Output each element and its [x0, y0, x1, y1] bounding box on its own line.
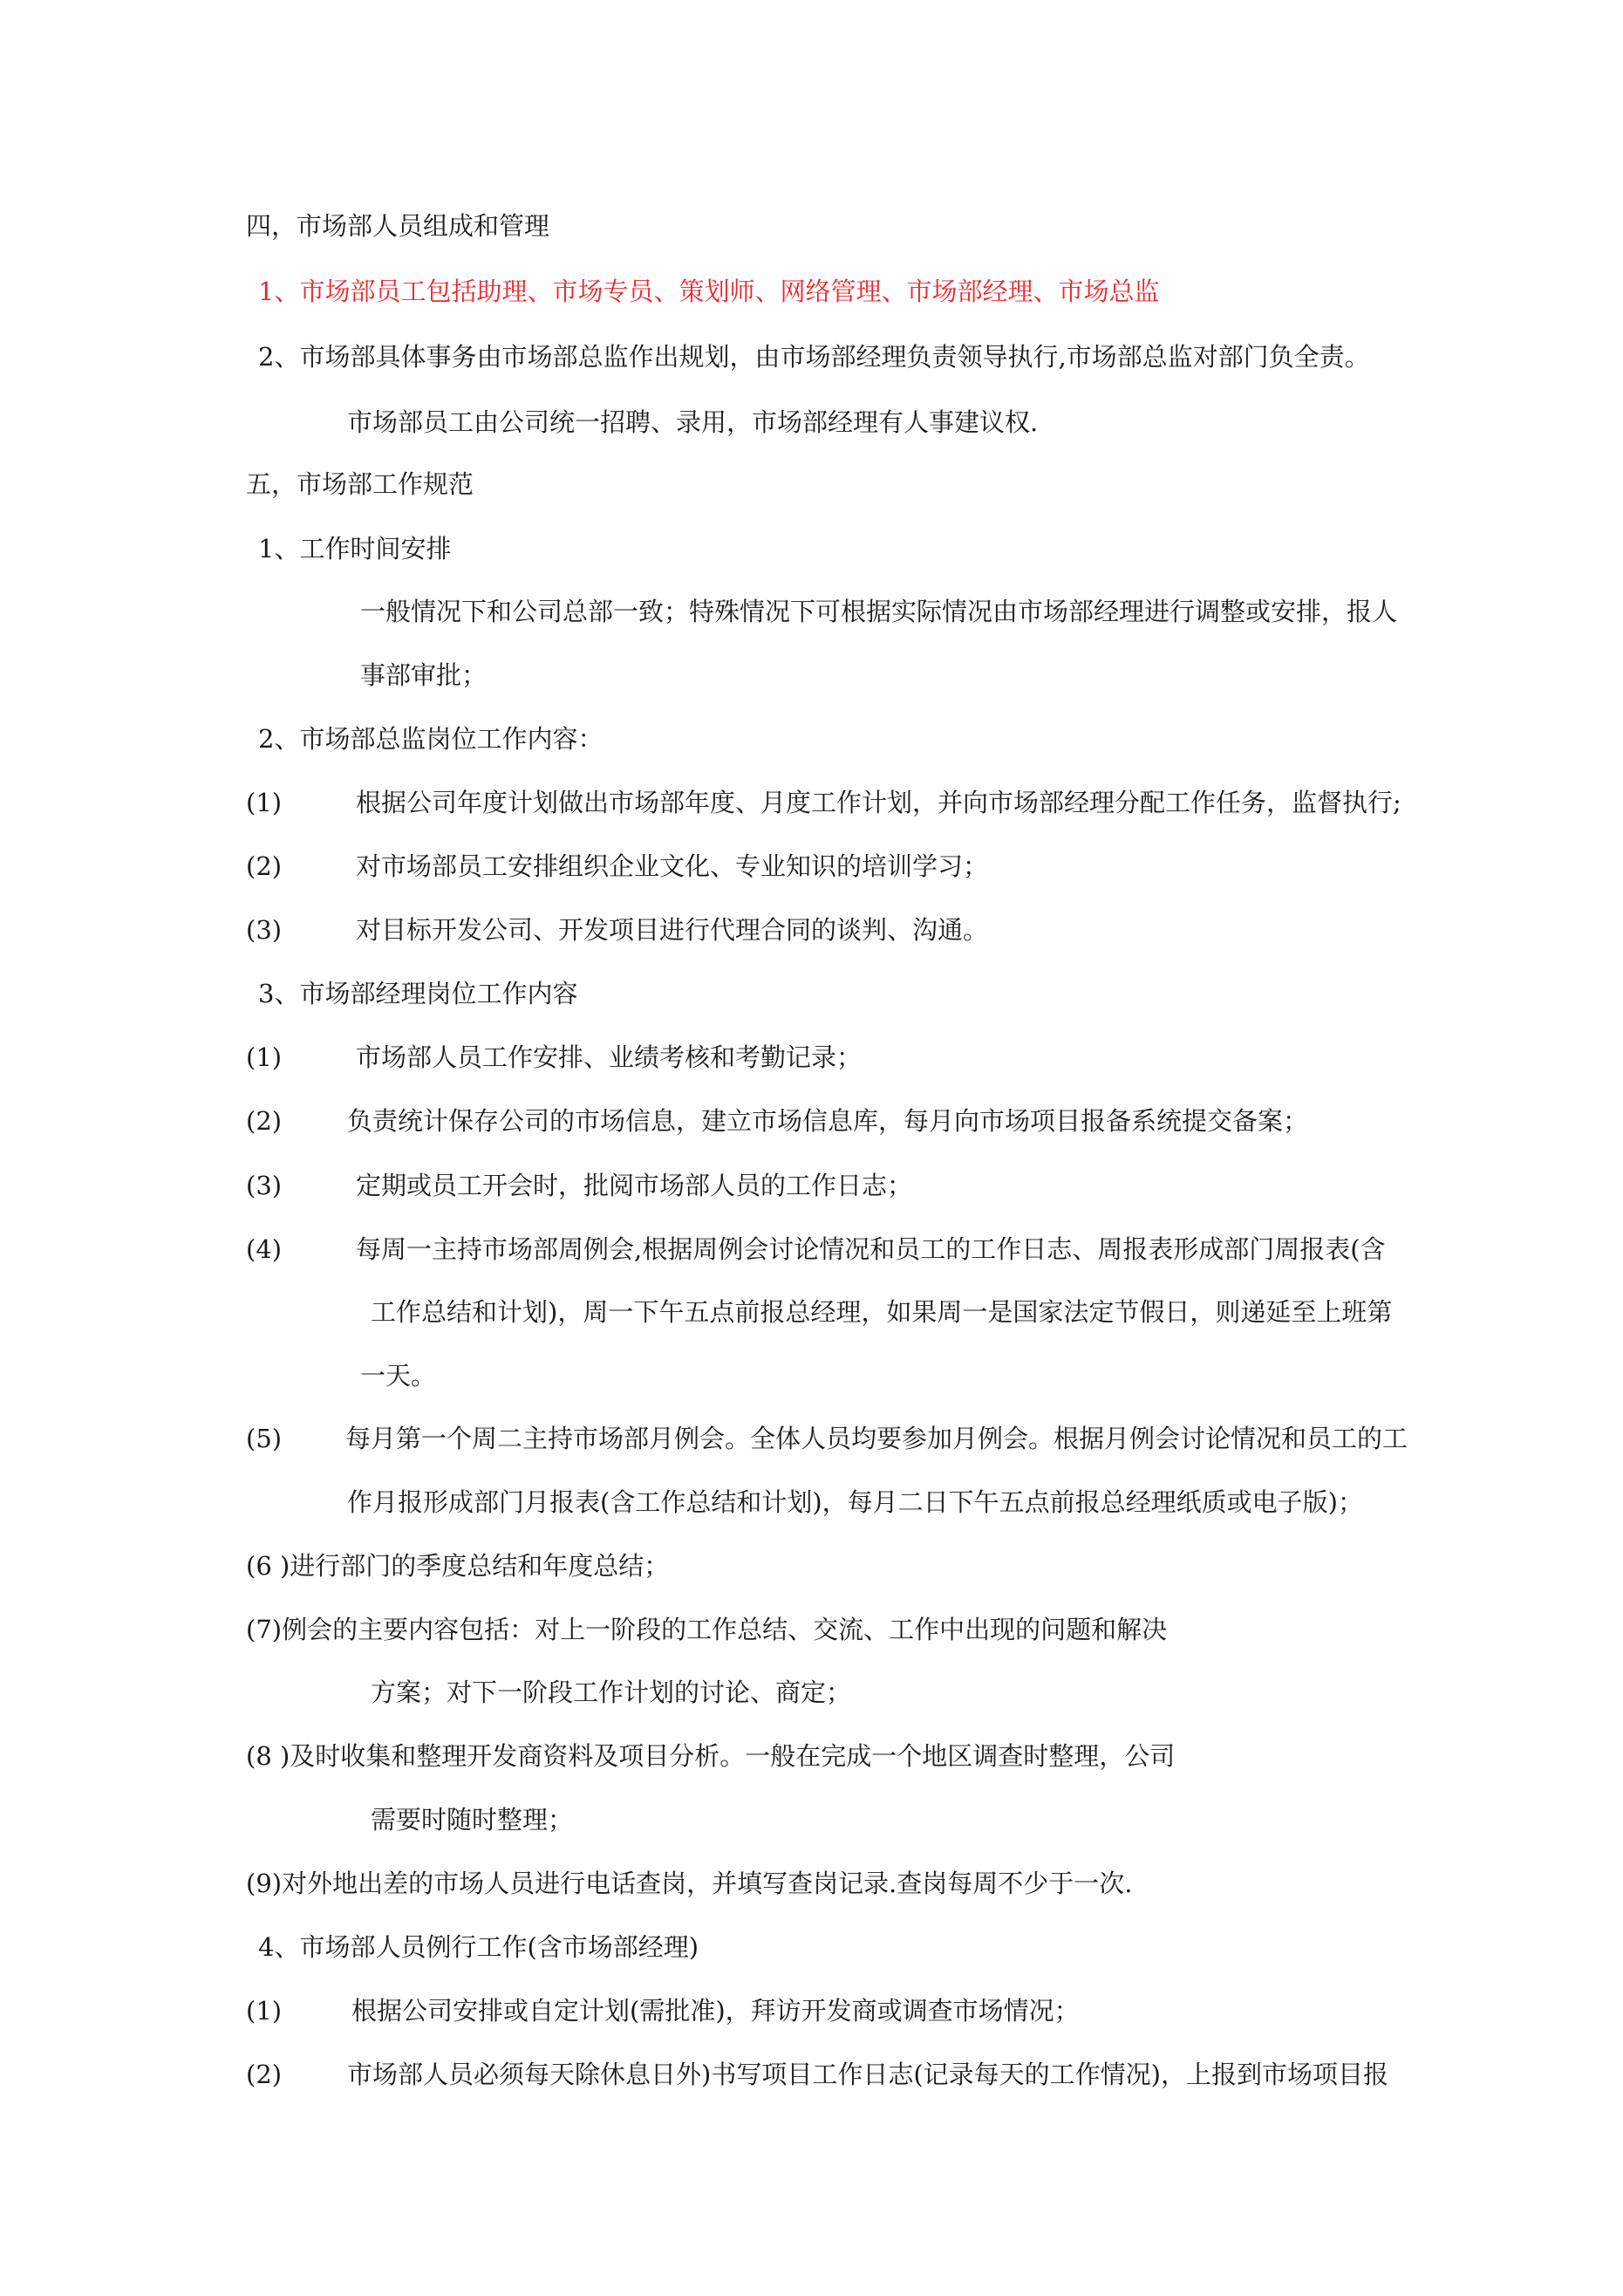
section-5-1-title: 1、工作时间安排	[258, 534, 452, 564]
section-4-item-2-continuation: 市场部员工由公司统一招聘、录用，市场部经理有人事建议权.	[347, 407, 1039, 437]
list-item-text: 对市场部员工安排组织企业文化、专业知识的培训学习；	[356, 851, 989, 881]
list-item-6: (6 )进行部门的季度总结和年度总结；	[246, 1551, 670, 1581]
section-4-heading: 四，市场部人员组成和管理	[246, 211, 550, 241]
list-item-number: (5)	[246, 1424, 283, 1453]
list-item-number: (1)	[246, 1996, 283, 2026]
list-item-text: 市场部人员必须每天除休息日外)书写项目工作日志(记录每天的工作情况)，上报到市场项目报	[347, 2060, 1388, 2089]
list-item-text: 根据公司安排或自定计划(需批准)，拜访开发商或调查市场情况；	[351, 1996, 1080, 2026]
list-item-number: (3)	[246, 915, 283, 945]
section-5-heading: 五，市场部工作规范	[246, 469, 474, 499]
list-item-text: 市场部人员工作安排、业绩考核和考勤记录；	[356, 1042, 863, 1072]
list-item-number: (2)	[246, 851, 283, 881]
section-5-4-title: 4、市场部人员例行工作(含市场部经理)	[258, 1932, 699, 1962]
section-5-3-title: 3、市场部经理岗位工作内容	[258, 979, 578, 1008]
section-5-2-title: 2、市场部总监岗位工作内容：	[258, 724, 604, 754]
list-item-number: (1)	[246, 788, 283, 817]
list-item-text: 对目标开发公司、开发项目进行代理合同的谈判、沟通。	[356, 915, 989, 945]
section-4-item-1-highlighted: 1、市场部员工包括助理、市场专员、策划师、网络管理、市场部经理、市场总监	[258, 277, 1160, 306]
list-item-number: (3)	[246, 1171, 283, 1200]
list-item-8-continuation: 需要时随时整理；	[371, 1805, 574, 1835]
list-item-number: (4)	[246, 1234, 283, 1264]
list-item-number: (2)	[246, 1106, 283, 1136]
list-item-continuation: 一天。	[360, 1361, 437, 1391]
section-5-1-text-line-1: 一般情况下和公司总部一致；特殊情况下可根据实际情况由市场部经理进行调整或安排，报人	[360, 597, 1398, 626]
section-5-1-text-line-2: 事部审批；	[360, 660, 488, 690]
list-item-text: 定期或员工开会时，批阅市场部人员的工作日志；	[356, 1171, 913, 1200]
list-item-text: 负责统计保存公司的市场信息，建立市场信息库，每月向市场项目报备系统提交备案；	[347, 1106, 1309, 1136]
list-item-number: (2)	[246, 2060, 283, 2089]
list-item-text: 每周一主持市场部周例会,根据周例会讨论情况和员工的工作日志、周报表形成部门周报表(含	[356, 1234, 1386, 1264]
list-item-text: 根据公司年度计划做出市场部年度、月度工作计划，并向市场部经理分配工作任务，监督执行;	[356, 788, 1401, 817]
list-item-8: (8 )及时收集和整理开发商资料及项目分析。一般在完成一个地区调查时整理，公司	[246, 1741, 1176, 1771]
list-item-continuation: 工作总结和计划)，周一下午五点前报总经理，如果周一是国家法定节假日，则递延至上班第	[371, 1297, 1393, 1327]
list-item-continuation: 作月报形成部门月报表(含工作总结和计划)，每月二日下午五点前报总经理纸质或电子版)；	[347, 1487, 1363, 1517]
section-4-item-2: 2、市场部具体事务由市场部总监作出规划，由市场部经理负责领导执行,市场部总监对部门负全责。	[258, 342, 1370, 372]
list-item-number: (1)	[246, 1042, 283, 1072]
list-item-7: (7)例会的主要内容包括：对上一阶段的工作总结、交流、工作中出现的问题和解决	[246, 1615, 1168, 1644]
list-item-text: 每月第一个周二主持市场部月例会。全体人员均要参加月例会。根据月例会讨论情况和员工的工	[345, 1424, 1408, 1453]
list-item-9: (9)对外地出差的市场人员进行电话查岗，并填写查岗记录.查岗每周不少于一次.	[246, 1869, 1133, 1898]
list-item-7-continuation: 方案；对下一阶段工作计划的讨论、商定；	[371, 1678, 852, 1707]
